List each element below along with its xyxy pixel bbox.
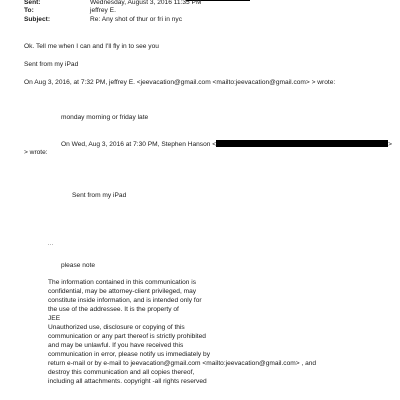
disclaimer-line: including all attachments. copyright -all rights reserved	[48, 378, 207, 385]
signature-ipad-2: Sent from my iPad	[72, 192, 127, 199]
quote-header-2-start: On Wed, Aug 3, 2016 at 7:30 PM, Stephen Hanson <	[61, 141, 217, 148]
quote-text-1: monday morning or friday late	[61, 114, 149, 121]
quote-wrote: > wrote:	[24, 149, 48, 156]
disclaimer-line: communication in error, please notify us immediately by	[48, 351, 210, 358]
subject-label: Subject:	[24, 16, 51, 23]
disclaimer-line: constitute inside information, and is intended only for	[48, 297, 202, 304]
subject-value: Re: Any shot of thur or fri in nyc	[90, 16, 182, 23]
to-label: To:	[24, 7, 34, 14]
reply-line: Ok. Tell me when I can and I'll fly in to see you	[24, 43, 159, 50]
disclaimer-line: Unauthorized use, disclosure or copying of this	[48, 324, 185, 331]
disclaimer-line: destroy this communication and all copies thereof,	[48, 369, 195, 376]
quote-header-2-end: >	[388, 141, 392, 148]
quote-header-2	[61, 140, 392, 150]
disclaimer-line: JEE	[48, 315, 61, 322]
disclaimer-line: confidential, may be attorney-client privileged, may	[48, 288, 197, 295]
disclaimer-line: The information contained in this communication is	[48, 279, 197, 286]
quote-header-1: On Aug 3, 2016, at 7:32 PM, jeffrey E. <jeevacation@gmail.com <mailto:jeevacation@gmail.com> > wrote:	[24, 79, 336, 86]
please-note: please note	[61, 262, 96, 269]
signature-ipad: Sent from my iPad	[24, 61, 79, 68]
disclaimer-line: communication or any part thereof is strictly prohibited	[48, 333, 206, 340]
disclaimer-line: the use of the addressee. It is the property of	[48, 306, 179, 313]
ellipsis: ...	[48, 241, 54, 247]
to-value: jeffrey E.	[90, 7, 116, 14]
subject-row	[24, 16, 182, 25]
sent-value: Wednesday, August 3, 2016 11:35 PM	[90, 0, 202, 6]
sent-label: Sent:	[24, 0, 41, 6]
redacted-email	[216, 140, 388, 147]
disclaimer-line: and may be unlawful. If you have received this	[48, 342, 184, 349]
disclaimer-line: return e-mail or by e-mail to jeevacation@gmail.com <mailto:jeevacation@gmail.com> , and	[48, 360, 317, 367]
to-row	[24, 7, 116, 16]
